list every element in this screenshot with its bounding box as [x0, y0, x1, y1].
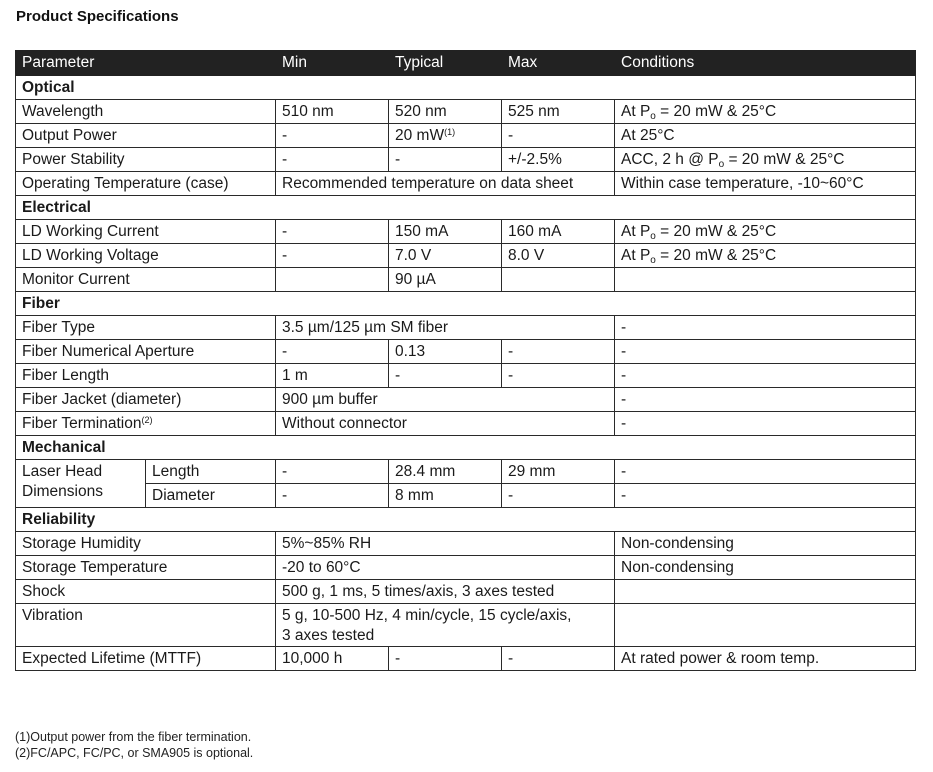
- typical-cell: 28.4 mm: [389, 460, 502, 484]
- typical-cell: -: [389, 148, 502, 172]
- conditions-cell: At $P_o = 20$ mW & 25°C: [615, 244, 916, 268]
- value-span-cell: 900 µm buffer: [276, 388, 615, 412]
- max-cell: 525 nm: [502, 100, 615, 124]
- table-header-row: [16, 51, 916, 76]
- conditions-cell: [615, 604, 916, 647]
- conditions-cell: -: [615, 388, 916, 412]
- param-cell: Power Stability: [16, 148, 276, 172]
- conditions-cell: ACC, 2 h @ $P_o = 20$ mW & 25°C: [615, 148, 916, 172]
- min-cell: -: [276, 340, 389, 364]
- param-cell: Fiber Jacket (diameter): [16, 388, 276, 412]
- table-row: [16, 220, 916, 244]
- table-row: [16, 340, 916, 364]
- footnote-2: (2)FC/APC, FC/PC, or SMA905 is optional.: [15, 746, 254, 760]
- section-row-reliability: [16, 508, 916, 532]
- header-conditions: Conditions: [615, 51, 916, 76]
- value-span-cell: 5 g, 10-500 Hz, 4 min/cycle, 15 cycle/axis, 3 axes tested: [276, 604, 615, 647]
- param-cell: Fiber Length: [16, 364, 276, 388]
- min-cell: -: [276, 460, 389, 484]
- value-span-cell: 3.5 µm/125 µm SM fiber: [276, 316, 615, 340]
- typical-cell: 150 mA: [389, 220, 502, 244]
- table-row: [16, 268, 916, 292]
- conditions-cell: At $P_o = 20$ mW & 25°C: [615, 100, 916, 124]
- table-row: [16, 244, 916, 268]
- value-span-cell: Without connector: [276, 412, 615, 436]
- min-cell: 10,000 h: [276, 647, 389, 671]
- min-cell: -: [276, 244, 389, 268]
- conditions-cell: -: [615, 340, 916, 364]
- param-cell: LD Working Current: [16, 220, 276, 244]
- header-parameter: Parameter: [16, 51, 276, 76]
- max-cell: -: [502, 340, 615, 364]
- max-cell: -: [502, 484, 615, 508]
- table-row: [16, 484, 916, 508]
- conditions-cell: At rated power & room temp.: [615, 647, 916, 671]
- value-span-cell: 500 g, 1 ms, 5 times/axis, 3 axes tested: [276, 580, 615, 604]
- max-cell: +/-2.5%: [502, 148, 615, 172]
- section-row-mechanical: [16, 436, 916, 460]
- footnote-1: (1)Output power from the fiber termination.: [15, 730, 252, 744]
- param-cell: Operating Temperature (case): [16, 172, 276, 196]
- param-cell: Fiber Type: [16, 316, 276, 340]
- conditions-cell: At $P_o = 20$ mW & 25°C: [615, 220, 916, 244]
- conditions-cell: -: [615, 412, 916, 436]
- param-cell: Expected Lifetime (MTTF): [16, 647, 276, 671]
- param-cell: Fiber Termination$^{(2)}$: [16, 412, 276, 436]
- table-row: [16, 148, 916, 172]
- min-cell: -: [276, 484, 389, 508]
- table-row: [16, 388, 916, 412]
- conditions-cell: Non-condensing: [615, 532, 916, 556]
- section-label: Optical: [16, 76, 916, 100]
- value-span-cell: Recommended temperature on data sheet: [276, 172, 615, 196]
- header-min: Min: [276, 51, 389, 76]
- max-cell: 29 mm: [502, 460, 615, 484]
- conditions-cell: -: [615, 460, 916, 484]
- table-row: [16, 124, 916, 148]
- sub-param-cell: Length: [146, 460, 276, 484]
- min-cell: -: [276, 220, 389, 244]
- header-typical: Typical: [389, 51, 502, 76]
- typical-cell: 90 µA: [389, 268, 502, 292]
- min-cell: 510 nm: [276, 100, 389, 124]
- section-row-optical: [16, 76, 916, 100]
- section-label: Fiber: [16, 292, 916, 316]
- table-row: [16, 316, 916, 340]
- typical-cell: 8 mm: [389, 484, 502, 508]
- param-cell: Fiber Numerical Aperture: [16, 340, 276, 364]
- typical-cell: -: [389, 364, 502, 388]
- typical-cell: 0.13: [389, 340, 502, 364]
- param-cell: Monitor Current: [16, 268, 276, 292]
- max-cell: -: [502, 647, 615, 671]
- conditions-cell: [615, 268, 916, 292]
- max-cell: 8.0 V: [502, 244, 615, 268]
- param-cell: Shock: [16, 580, 276, 604]
- page-title: Product Specifications: [16, 8, 179, 25]
- conditions-cell: [615, 580, 916, 604]
- param-cell: Laser Head Dimensions: [16, 460, 146, 508]
- table-row: [16, 604, 916, 647]
- table-row: [16, 412, 916, 436]
- table-row: [16, 580, 916, 604]
- min-cell: -: [276, 124, 389, 148]
- param-cell: Storage Humidity: [16, 532, 276, 556]
- table-row: [16, 647, 916, 671]
- param-cell: Vibration: [16, 604, 276, 647]
- conditions-cell: Non-condensing: [615, 556, 916, 580]
- section-row-electrical: [16, 196, 916, 220]
- param-cell: LD Working Voltage: [16, 244, 276, 268]
- conditions-cell: Within case temperature, -10~60°C: [615, 172, 916, 196]
- typical-cell: 520 nm: [389, 100, 502, 124]
- max-cell: -: [502, 364, 615, 388]
- conditions-cell: -: [615, 364, 916, 388]
- section-label: Mechanical: [16, 436, 916, 460]
- sub-param-cell: Diameter: [146, 484, 276, 508]
- spec-table: [15, 50, 916, 671]
- table-row: [16, 172, 916, 196]
- value-span-cell: -20 to 60°C: [276, 556, 615, 580]
- section-row-fiber: [16, 292, 916, 316]
- min-cell: 1 m: [276, 364, 389, 388]
- table-row: [16, 532, 916, 556]
- table-row: [16, 364, 916, 388]
- min-cell: -: [276, 148, 389, 172]
- conditions-cell: -: [615, 316, 916, 340]
- param-cell: Output Power: [16, 124, 276, 148]
- param-cell: Storage Temperature: [16, 556, 276, 580]
- typical-cell: 20 $mW^{(1)}$: [389, 124, 502, 148]
- max-cell: [502, 268, 615, 292]
- header-max: Max: [502, 51, 615, 76]
- max-cell: -: [502, 124, 615, 148]
- table-row: [16, 460, 916, 484]
- table-row: [16, 556, 916, 580]
- min-cell: [276, 268, 389, 292]
- conditions-cell: At 25°C: [615, 124, 916, 148]
- conditions-cell: -: [615, 484, 916, 508]
- typical-cell: 7.0 V: [389, 244, 502, 268]
- section-label: Electrical: [16, 196, 916, 220]
- table-row: [16, 100, 916, 124]
- section-label: Reliability: [16, 508, 916, 532]
- value-span-cell: 5%~85% RH: [276, 532, 615, 556]
- param-cell: Wavelength: [16, 100, 276, 124]
- typical-cell: -: [389, 647, 502, 671]
- max-cell: 160 mA: [502, 220, 615, 244]
